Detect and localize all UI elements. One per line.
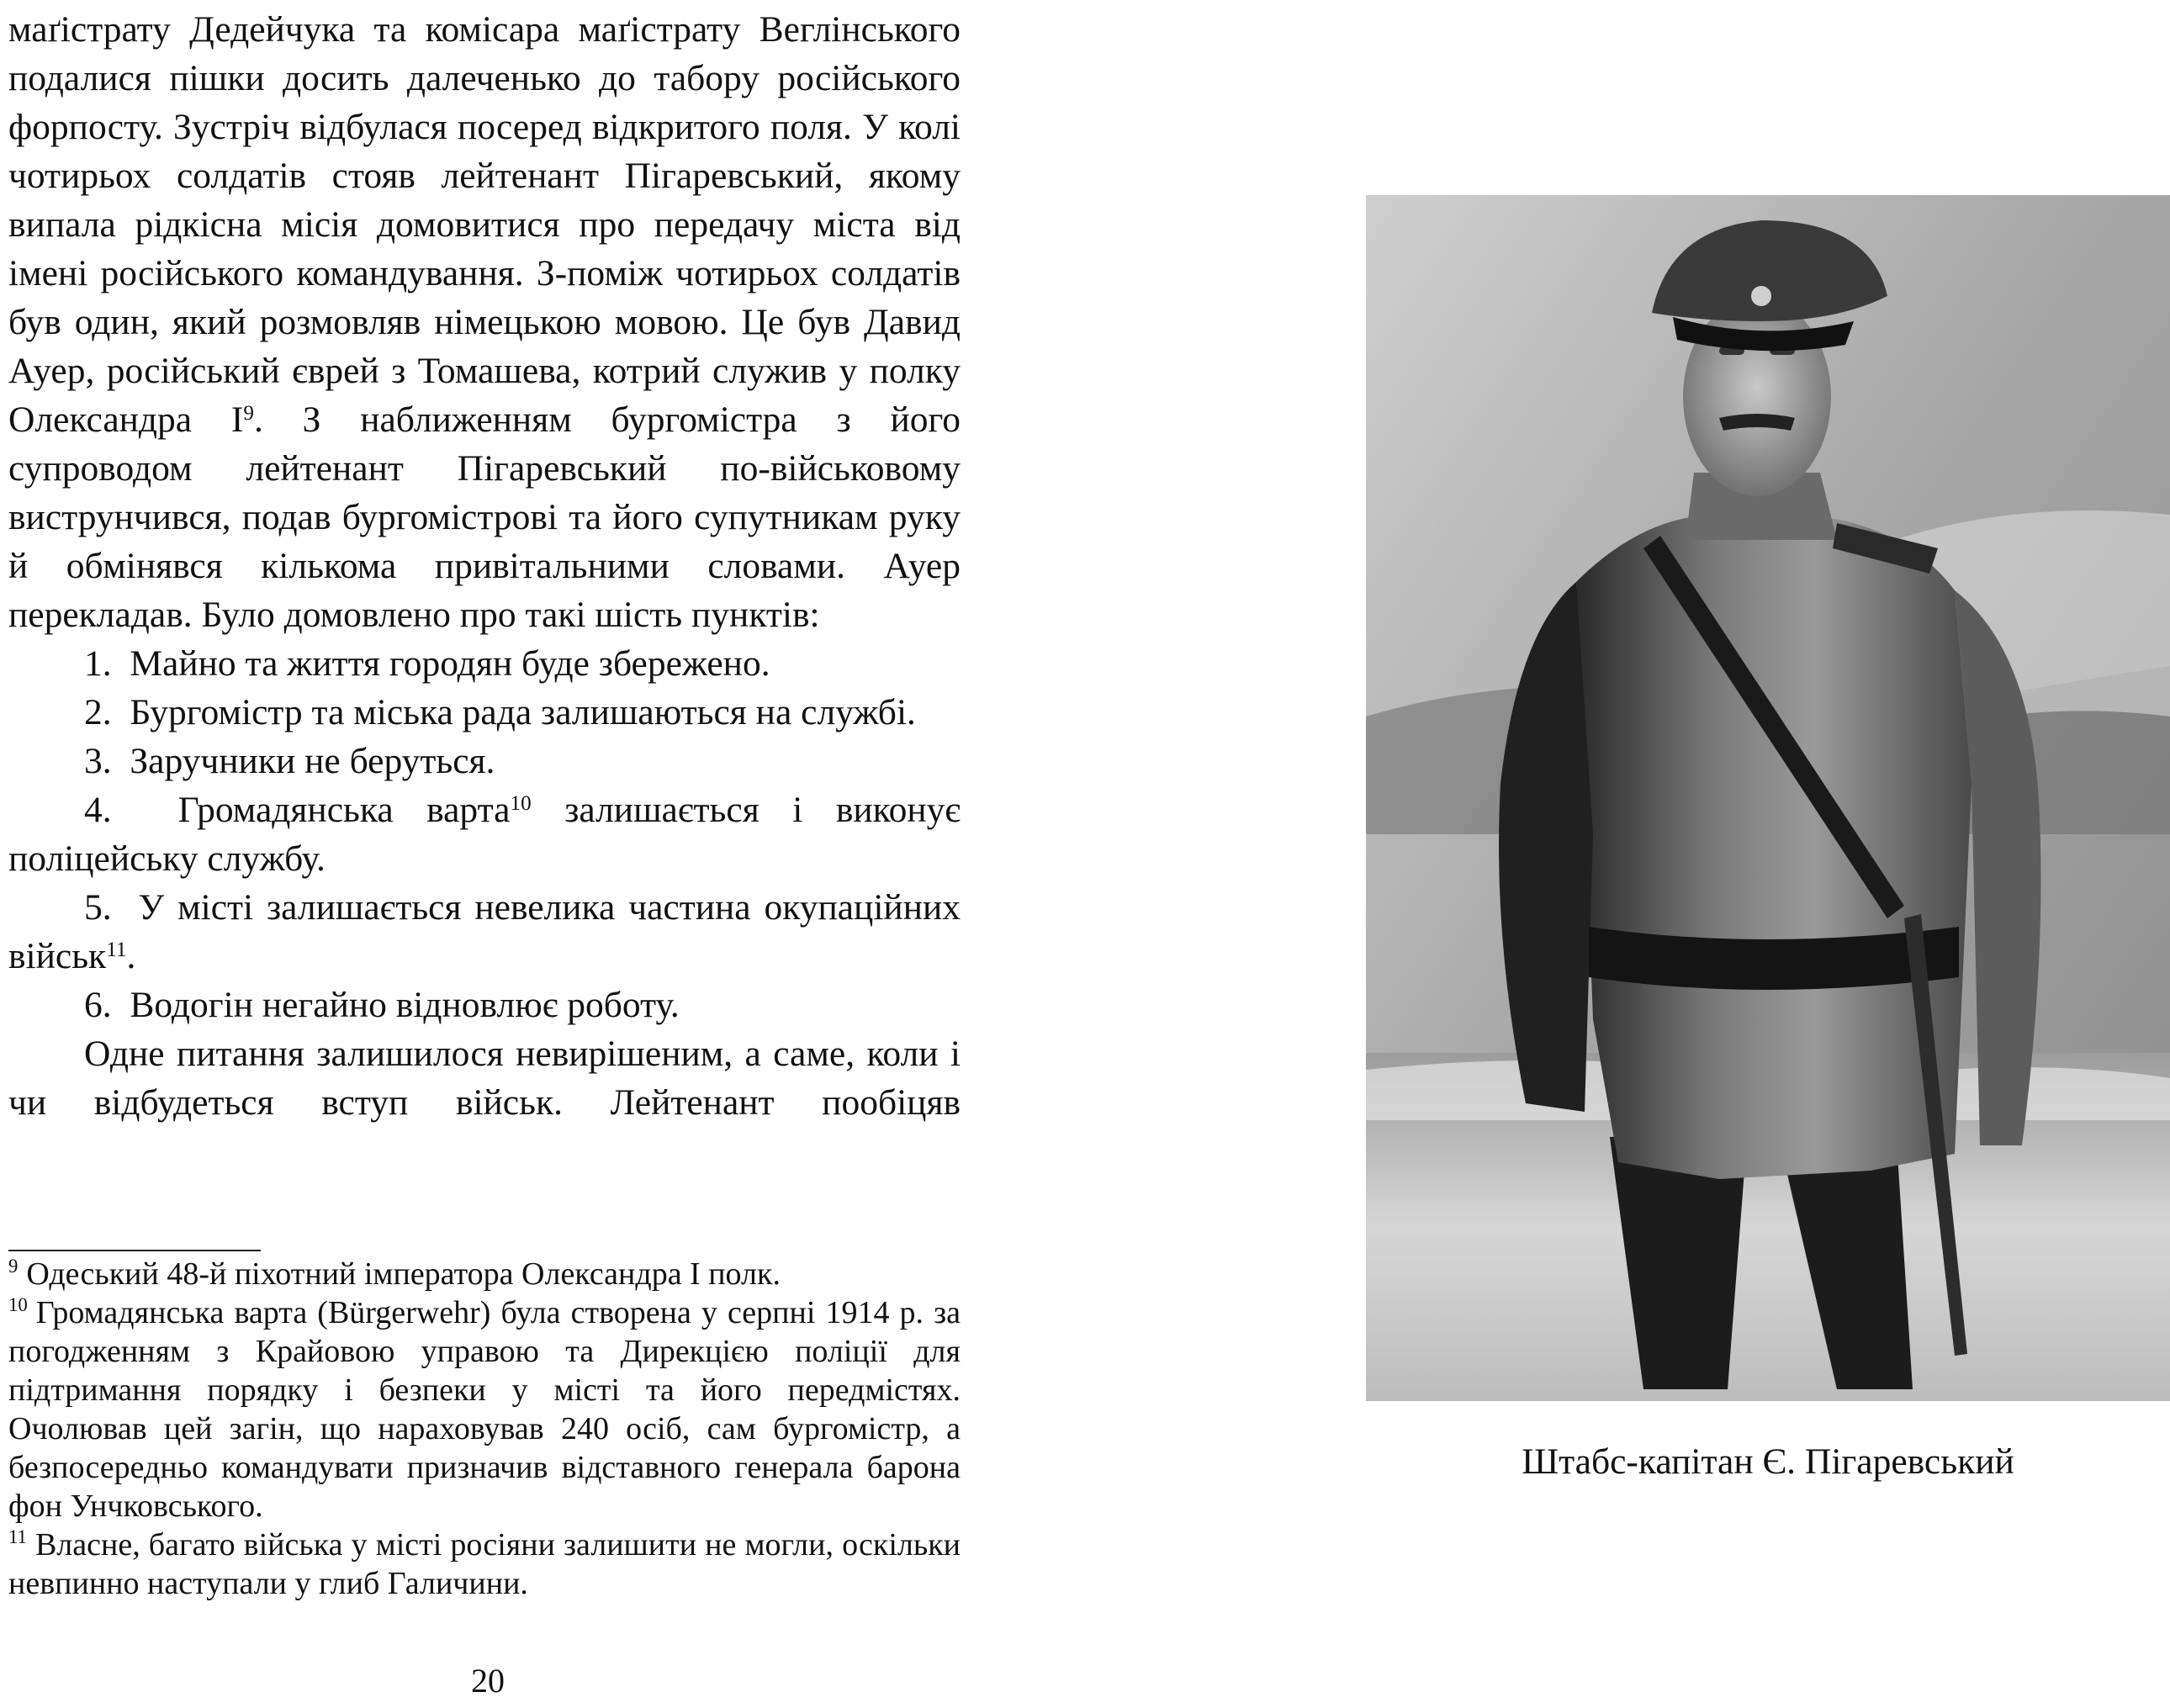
page-number: 20	[471, 1662, 505, 1700]
footnote-ref-10[interactable]: 10	[510, 792, 532, 816]
paragraph-1: маґістрату Дедейчука та комісара маґістрату Веглінського подалися пішки досить далеченько до табору російського форпосту. Зустріч відбулася посеред відкритого поля. У колі чотирьох солдатів стояв лейтенант Пігаревський, якому випала рідкісна місія домовитися про передачу міста від імені російського командування. З-поміж чотирьох солдатів був один, який розмовляв німецькою мовою. Це був Давид Ауер, російський єврей з Томашева, котрий служив у полку Олександра $І^9$. З наближенням бургомістра з його супроводом лейтенант Пігаревський по-військовому виструнчився, подав бургомістрові та його супутникам руку й обмінявся кількома привітальними словами. Ауер перекладав. Було домовлено про такі шість пунктів:	[8, 9, 961, 635]
footnotes	[8, 1255, 961, 1603]
list-item-1: 1. Майно та життя городян буде збережено.	[84, 643, 770, 684]
body-text	[8, 5, 961, 1127]
list-item-2: 2. Бургомістр та міська рада залишаються на службі.	[84, 692, 916, 732]
footnote-ref-9[interactable]: 9	[243, 402, 254, 426]
list-item-5: 5. У місті залишається невелика частина окупаційних військ$^{11}$.	[8, 887, 961, 976]
list-item-4: 4. Громадянська варта$^{10}$ залишається і виконує поліцейську службу.	[8, 790, 961, 879]
footnote-10: $^{10}$ Громадянська варта (Bürgerwehr) була створена у серпні 1914 р. за погодженням з Крайовою управою та Дирекцією поліції для підтримання порядку і безпеки у місті та його передмістях. Очолював цей загін, що нараховував 240 осіб, сам бургомістр, а безпосередньо командувати призначив відставного генерала барона фон Унчковського.	[8, 1294, 961, 1524]
portrait-photo-image	[1366, 195, 2170, 1401]
photo-caption: Штабс-капітан Є. Пігаревський	[1522, 1441, 2014, 1482]
portrait-photo	[1366, 195, 2170, 1401]
list-item-6: 6. Водогін негайно відновлює роботу.	[84, 985, 680, 1025]
footnote-separator	[8, 1250, 261, 1251]
footnote-9: $^9$ Одеський 48-й піхотний імператора Олександра І полк.	[8, 1256, 781, 1292]
paragraph-last: Одне питання залишилося невирішеним, а саме, коли і чи відбудеться вступ військ. Лейтенант пообіцяв	[8, 1034, 961, 1123]
footnote-ref-11[interactable]: 11	[106, 939, 127, 962]
footnote-11: $^{11}$ Власне, багато війська у місті росіяни залишити не могли, оскільки невпинно наступали у глиб Галичини.	[8, 1526, 961, 1601]
list-item-3: 3. Заручники не беруться.	[84, 741, 495, 781]
